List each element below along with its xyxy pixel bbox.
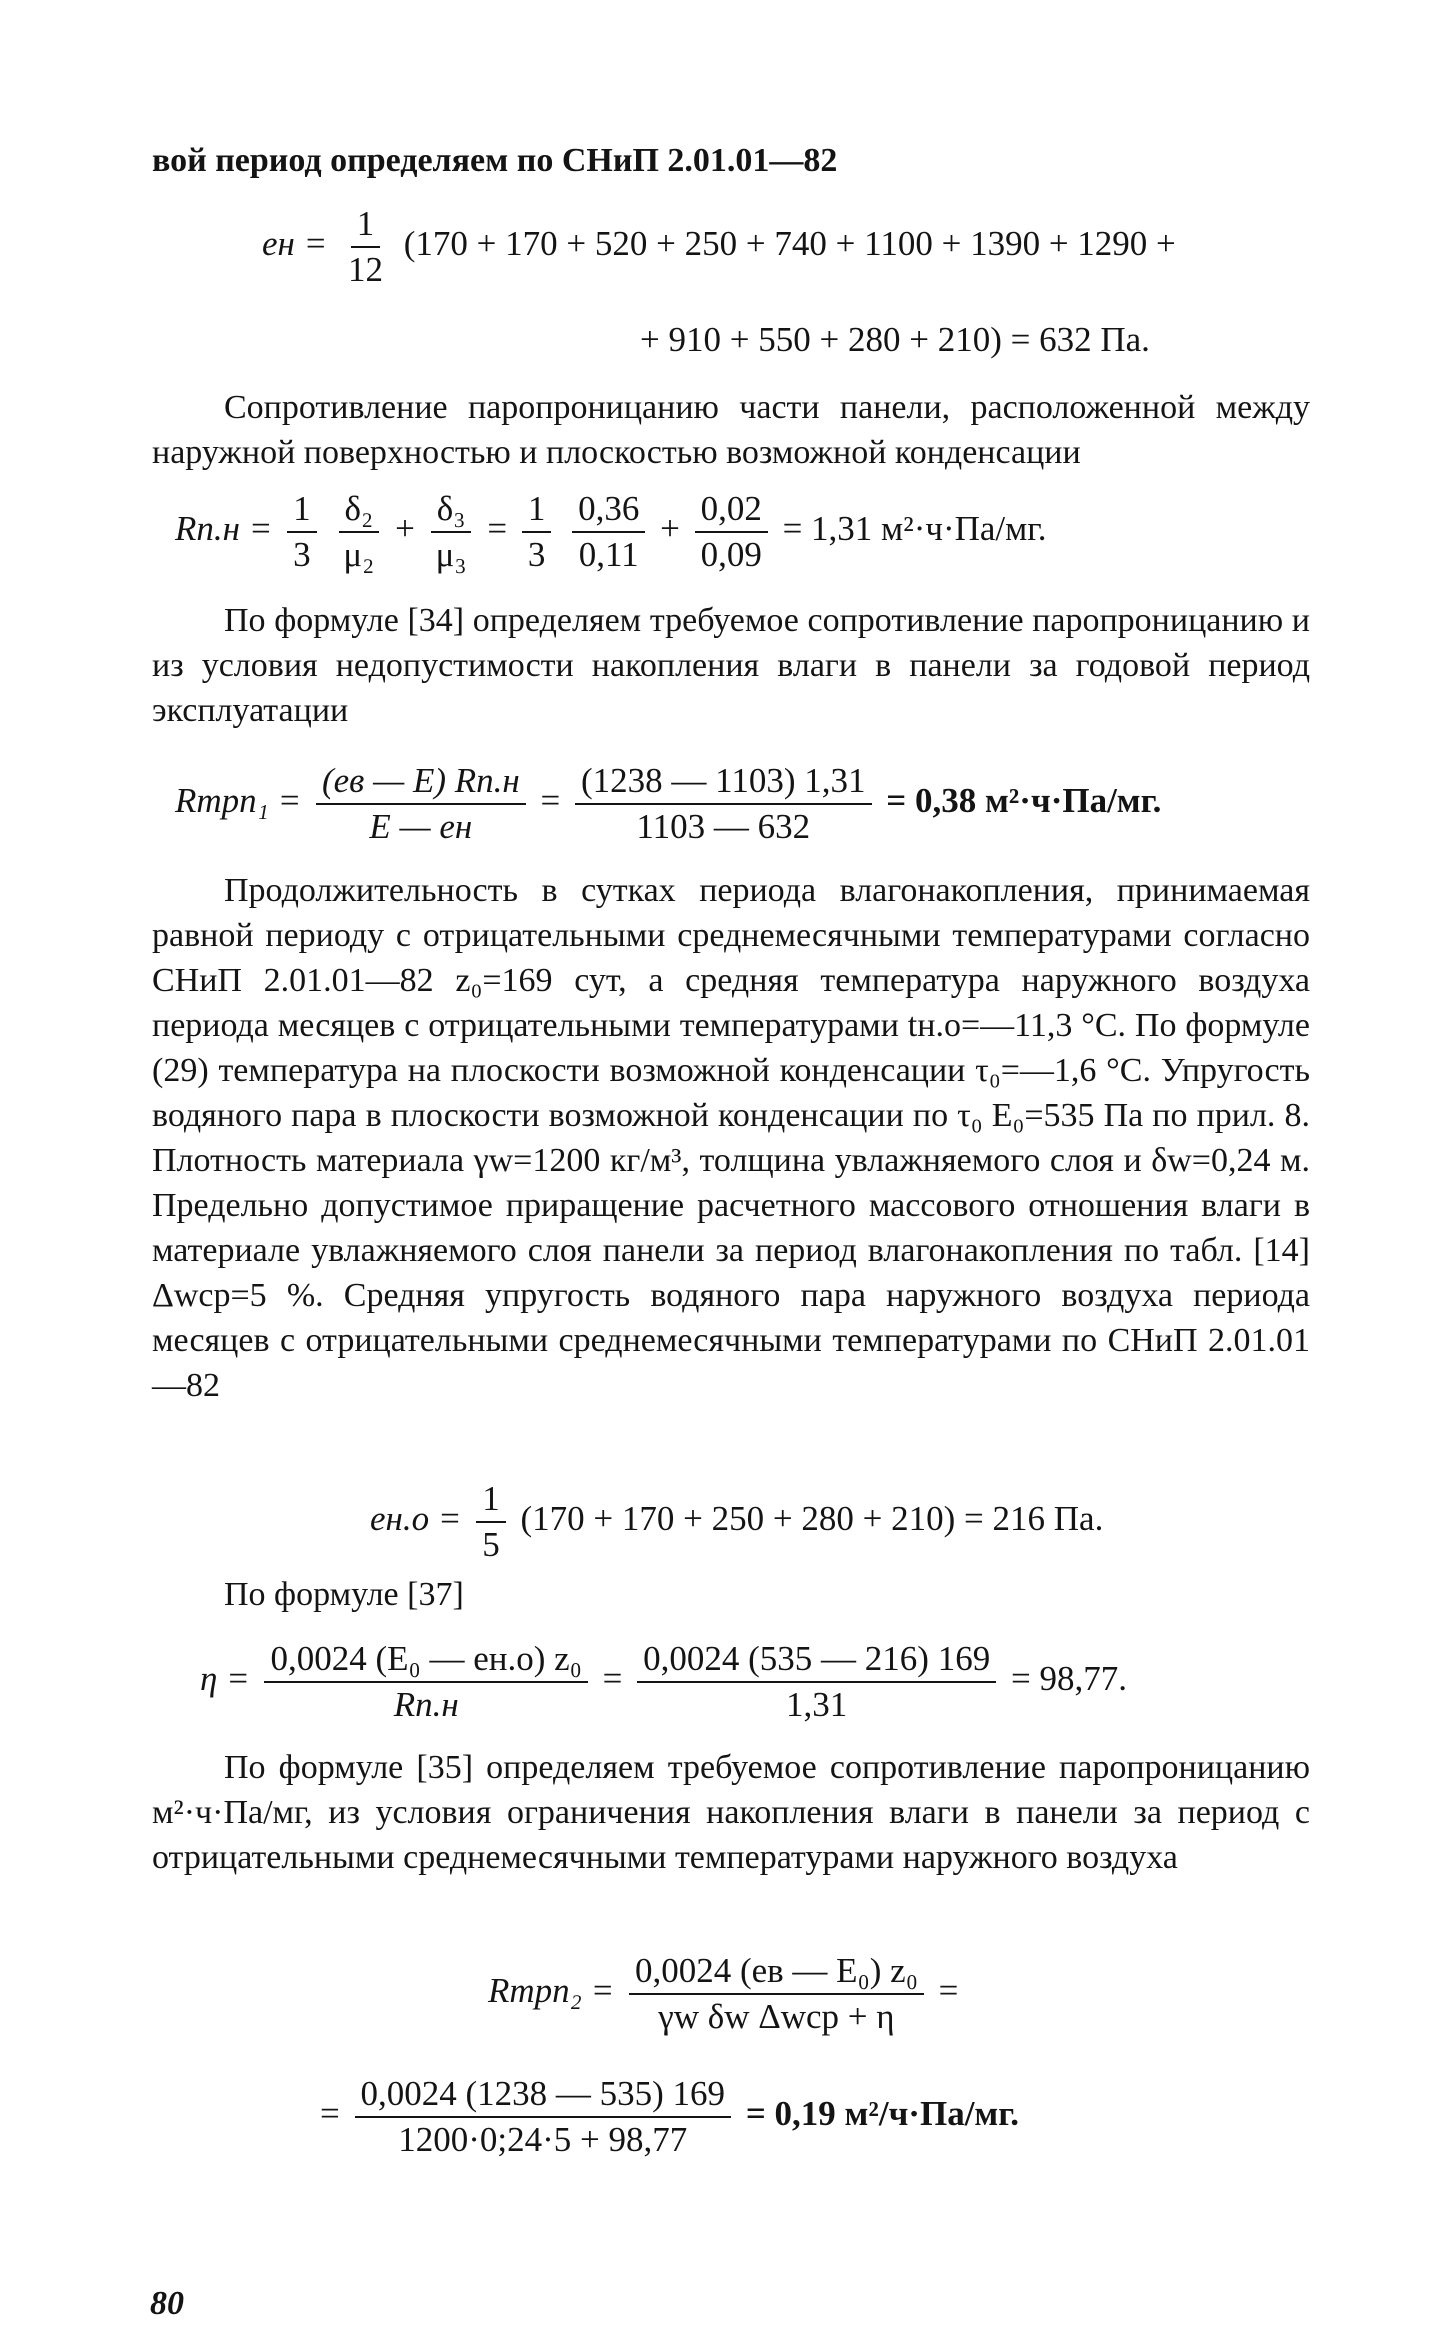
formula-e-no: eн.о = $\frac{1}{5}$ (170 + 170 + 250 + 280 + 210) = 216 Па. <box>370 1479 1104 1564</box>
paragraph-formula-37: По формуле [37] <box>224 1576 464 1613</box>
formula-line-1: (170 + 170 + 520 + 250 + 740 + 1100 + 1390 + 1290 + <box>403 224 1176 264</box>
formula-r-tr-p2: Rтрп₂ = $\frac{\text{0,0024 (eв — E₀) z₀}}{\text{γw δw Δwср + η}}$ = <box>488 1951 959 2036</box>
paragraph-moisture-period: Продолжительность в сутках периода влагонакопления, принимаемая равной периоду с отрицательными среднемесячными температурами согласно СНиП 2.01.01—82 z₀=169 сут, а средняя температура наружного воздуха периода месяцев с отрицательными температурами tн.о=—11,3 °С. По формуле (29) температура на плоскости возможной конденсации τ₀=—1,6 °С. Упругость водяного пара в плоскости возможной конденсации по τ₀ E₀=535 Па по прил. 8. Плотность материала γw=1200 кг/м³, толщина увлажняемого слоя и δw=0,24 м. Предельно допустимое приращение расчетного массового отношения влаги в материале увлажняемого слоя панели за период влагонакопления по табл. [14] Δwср=5 %. Средняя упругость водяного пара наружного воздуха периода месяцев с отрицательными среднемесячными температурами по СНиП 2.01.01—82 <box>152 872 1310 1404</box>
paragraph-formula-35: По формуле [35] определяем требуемое сопротивление паропроницанию м²·ч·Па/мг, из условия ограничения накопления влаги в панели за период с отрицательными среднемесячными температурами наружного воздуха <box>152 1749 1310 1876</box>
formula-e-n-continuation: + 910 + 550 + 280 + 210) = 632 Па. <box>640 320 1150 359</box>
fraction: $\frac{1}{12}$ <box>348 204 384 289</box>
formula-r-pn: Rп.н = $\frac{1}{3}$ $\frac{\text{δ₂}}{\text{μ₂}}$ + $\frac{\text{δ₃}}{\text{μ₃}}$ = $\frac{1}{3}$ $\frac{0,36}{0,11}$ + $\frac{0,02}{0,09}$ = 1,31 м²·ч·Па/мг. <box>175 489 1047 574</box>
page-number: 80 <box>150 2285 184 2322</box>
paragraph-resistance: Сопротивление паропроницанию части панели, расположенной между наружной поверхностью и плоскостью возможной конденсации <box>152 389 1310 471</box>
formula-r-tr-p2-result: = $\frac{0,0024 (1238 — 535) 169}{1200\cdot 0;24\cdot 5 + 98,77}$ = 0,19 м²/ч·Па/мг. <box>320 2074 1019 2159</box>
formula-e-n <box>262 205 1176 289</box>
paragraph-intro: вой период определяем по СНиП 2.01.01—82 <box>152 142 838 179</box>
formula-eta: η = $\frac{\text{0,0024 (E₀ — eн.о) z₀}}{Rп.н}$ = $\frac{0,0024 (535 — 216) 169}{1,31}$ = 98,77. <box>200 1639 1127 1724</box>
formula-r-tr-p1: Rтрп₁ = $\frac{(eв — E) Rп.н}{E — eн}$ = $\frac{(1238 — 1103) 1,31}{1103 — 632}$ = 0,38 м²·ч·Па/мг. <box>175 761 1162 846</box>
paragraph-formula-34: По формуле [34] определяем требуемое сопротивление паропроницанию и из условия недопустимости накопления влаги в панели за годовой период эксплуатации <box>152 602 1310 729</box>
formula-lhs: eн = <box>262 224 328 264</box>
